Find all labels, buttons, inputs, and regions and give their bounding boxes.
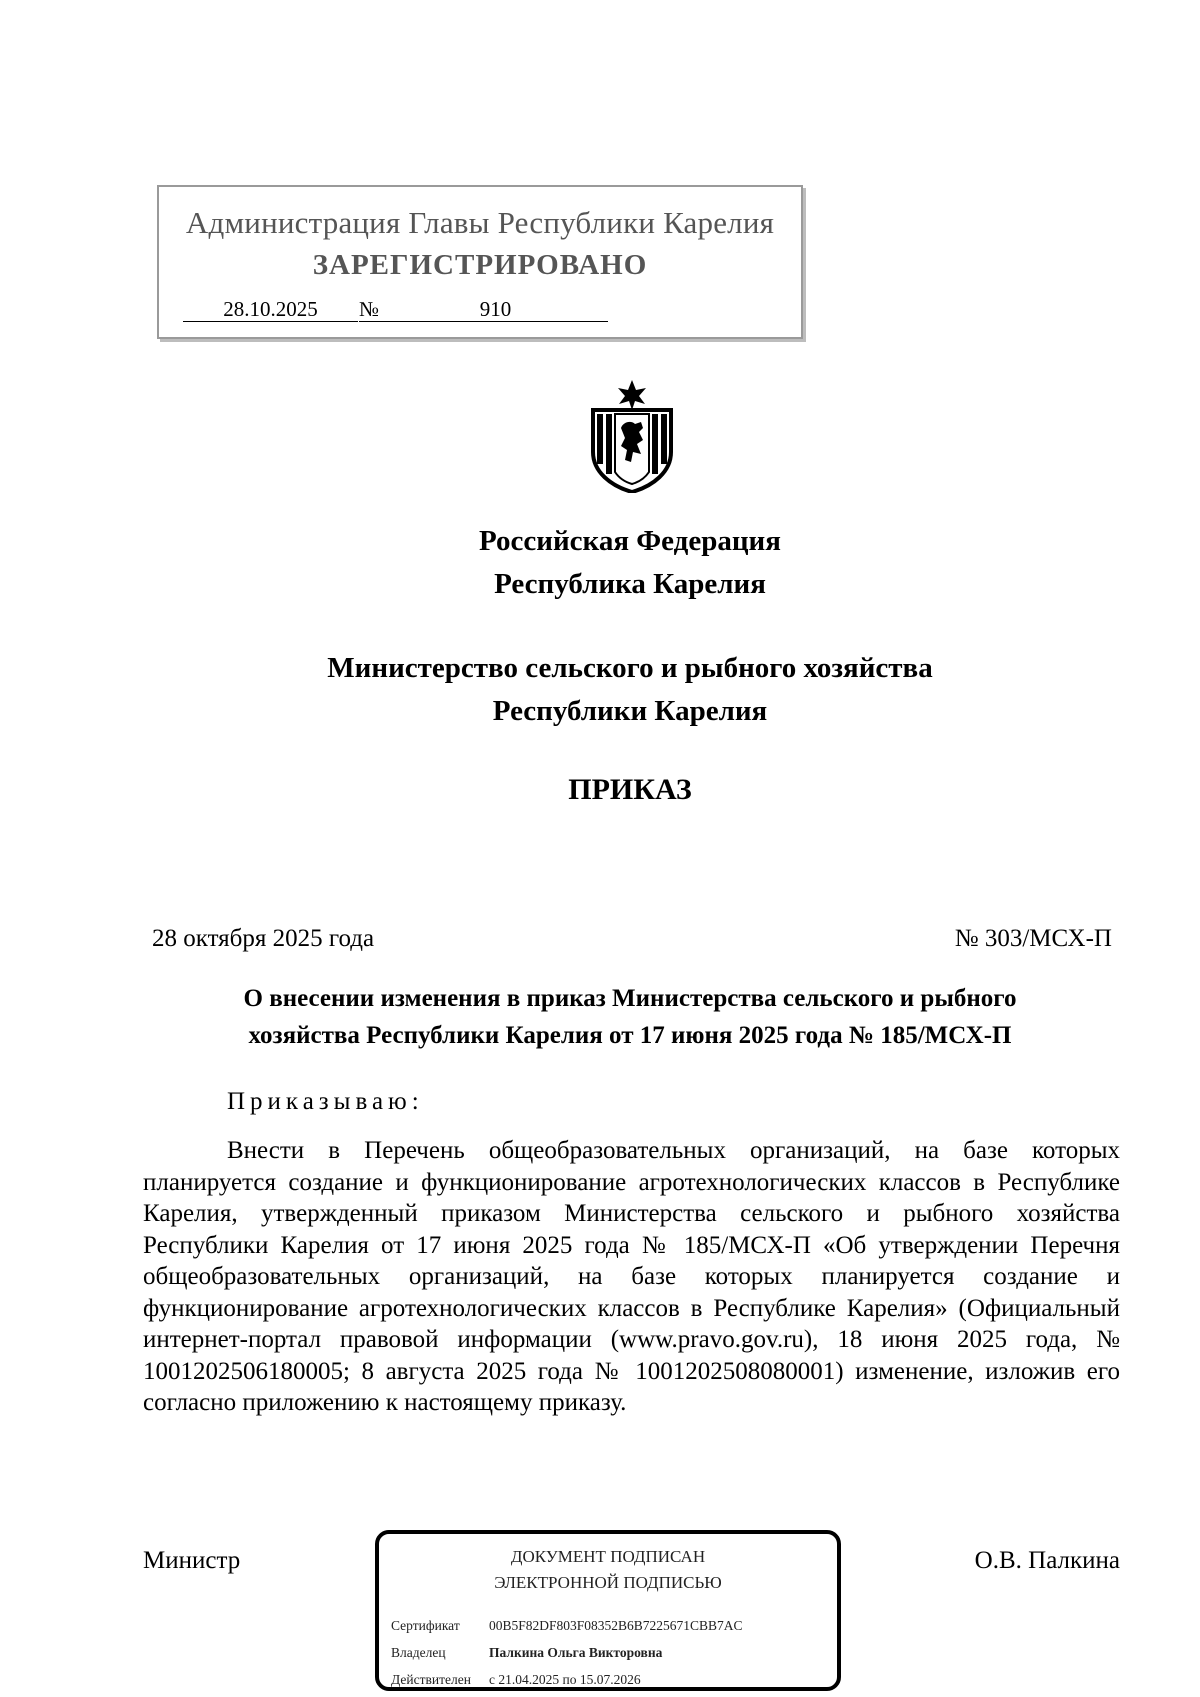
document-type: ПРИКАЗ — [568, 773, 692, 806]
stamp-number-sign: № — [359, 297, 383, 322]
header-country: Российская Федерация — [479, 525, 781, 557]
coat-of-arms-icon — [587, 380, 677, 493]
body-paragraph: Внести в Перечень общеобразовательных организаций, на базе которых планируется создание и функционирование агротехнологических классов в Республике Карелия, утвержденный приказом Министерства сельского и рыбного хозяйства Республики Карелия от 17 июня 2025 года № 185/МСХ-П «Об утверждении Перечня общеобразовательных организаций, на базе которых планируется создание и функционирование агротехнологических классов в Республике Карелия» (Официальный интернет-портал правовой информации (www.pravo.gov.ru), 18 июня 2025 года, № 1001202506180005; 8 августа 2025 года № 1001202508080001) изменение, изложив его согласно приложению к настоящему приказу. — [143, 1137, 1120, 1416]
order-number: № 303/МСХ-П — [954, 925, 1112, 952]
esig-title — [379, 1544, 837, 1596]
order-date: 28 октября 2025 года — [152, 925, 375, 952]
subject-line1: О внесении изменения в приказ Министерства сельского и рыбного — [243, 985, 1017, 1012]
electronic-signature-stamp — [375, 1530, 841, 1691]
esig-certificate-row — [391, 1618, 743, 1634]
esig-owner-label: Владелец — [391, 1645, 446, 1660]
signer-name: О.В. Палкина — [974, 1547, 1120, 1574]
stamp-number: 910 — [383, 297, 608, 322]
ordering-word: Приказываю: — [227, 1088, 424, 1115]
stamp-authority: Администрация Главы Республики Карелия — [185, 205, 775, 240]
esig-valid-label: Действителен — [391, 1672, 471, 1687]
esig-valid-value: с 21.04.2025 по 15.07.2026 — [489, 1672, 641, 1687]
stamp-date: 28.10.2025 — [183, 297, 358, 322]
order-subject — [180, 980, 1080, 1054]
esig-owner-row — [391, 1645, 662, 1661]
signer-title: Министр — [143, 1547, 241, 1574]
stamp-status: ЗАРЕГИСТРИРОВАНО — [312, 249, 648, 281]
header-ministry-line1: Министерство сельского и рыбного хозяйства — [327, 652, 933, 684]
header-ministry-block — [0, 647, 1200, 733]
subject-line2: хозяйства Республики Карелия от 17 июня 2025 года № 185/МСХ-П — [248, 1022, 1012, 1049]
esig-cert-value: 00B5F82DF803F08352B6B7225671CBB7AC — [489, 1618, 743, 1633]
esig-title-line1: ДОКУМЕНТ ПОДПИСАН — [510, 1547, 706, 1566]
esig-cert-label: Сертификат — [391, 1618, 460, 1633]
header-republic: Республика Карелия — [494, 568, 766, 600]
registration-stamp — [157, 185, 803, 339]
esig-owner-value: Палкина Ольга Викторовна — [489, 1645, 663, 1660]
header-ministry-line2: Республики Карелия — [492, 695, 768, 727]
esig-validity-row — [391, 1672, 641, 1688]
esig-title-line2: ЭЛЕКТРОННОЙ ПОДПИСЬЮ — [494, 1573, 722, 1592]
header-country-block — [0, 520, 1200, 606]
